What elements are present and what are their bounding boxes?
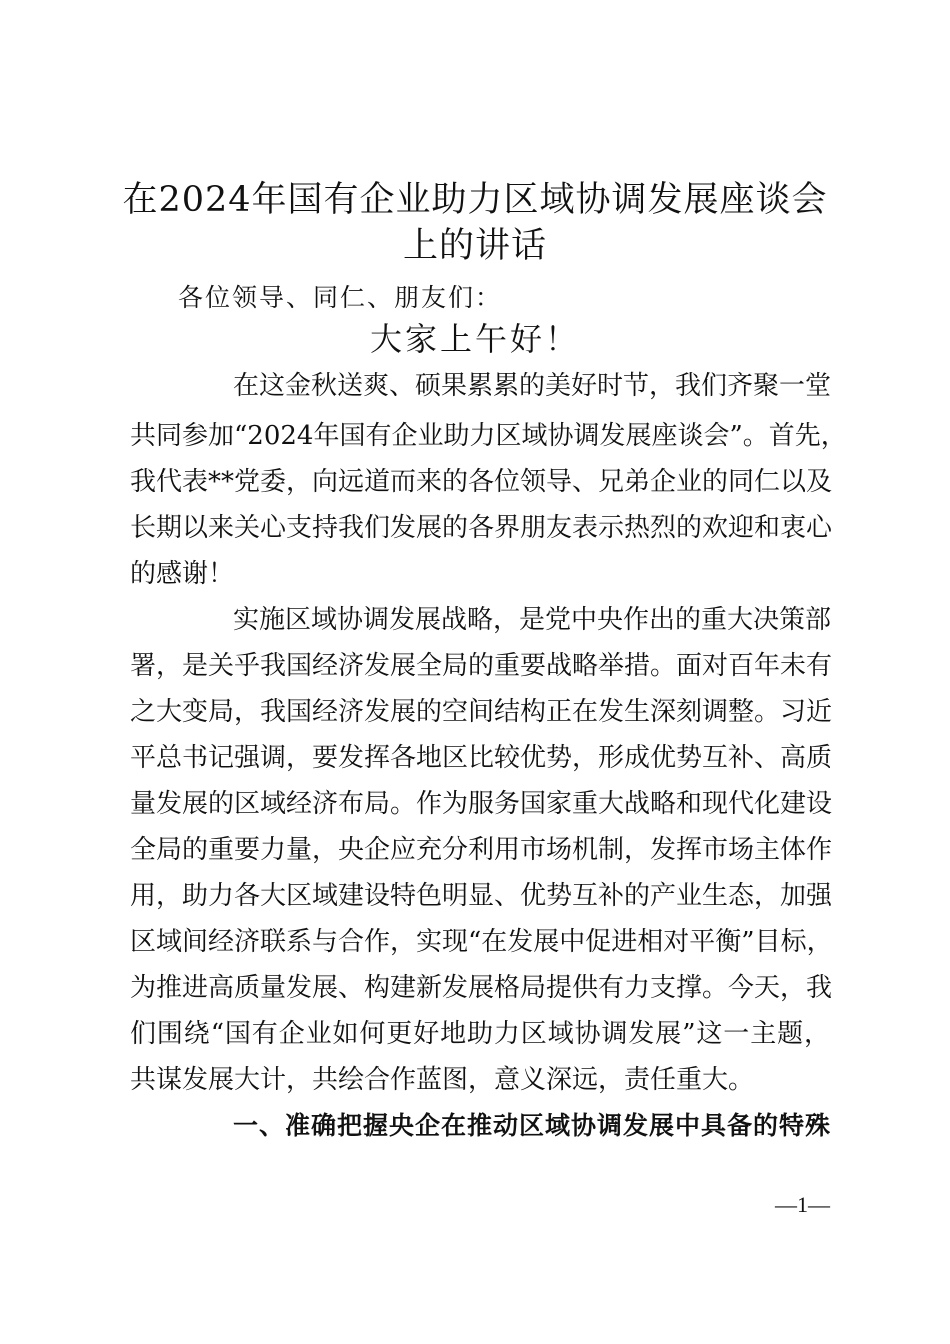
salutation: 各位领导、同仁、朋友们： <box>178 283 503 312</box>
paragraph-1-line: 的感谢！ <box>130 559 235 589</box>
paragraph-2-line: 共谋发展大计，共绘合作蓝图，意义深远，责任重大。 <box>130 1065 755 1095</box>
paragraph-1-line: 长期以来关心支持我们发展的各界朋友表示热烈的欢迎和衷心 <box>130 513 833 543</box>
paragraph-2-line: 署，是关乎我国经济发展全局的重要战略举措。面对百年未有 <box>130 651 833 681</box>
page-number: —1— <box>775 1192 830 1217</box>
paragraph-1-line: 我代表**党委，向远道而来的各位领导、兄弟企业的同仁以及 <box>130 467 833 497</box>
paragraph-2-line: 区域间经济联系与合作，实现“在发展中促进相对平衡”目标， <box>130 927 833 957</box>
paragraph-2-line: 实施区域协调发展战略，是党中央作出的重大决策部 <box>233 605 832 635</box>
paragraph-1-line: 共同参加“2024年国有企业助力区域协调发展座谈会”。首先， <box>130 421 847 451</box>
greeting: 大家上午好！ <box>369 320 580 358</box>
paragraph-2-line: 平总书记强调，要发挥各地区比较优势，形成优势互补、高质 <box>130 743 833 773</box>
paragraph-2-line: 用，助力各大区域建设特色明显、优势互补的产业生态，加强 <box>130 881 833 911</box>
paragraph-2-line: 量发展的区域经济布局。作为服务国家重大战略和现代化建设 <box>130 789 833 819</box>
document-title-line-2: 上的讲话 <box>402 226 547 266</box>
paragraph-1-line: 在这金秋送爽、硕果累累的美好时节，我们齐聚一堂 <box>233 371 832 401</box>
paragraph-2-line: 全局的重要力量，央企应充分利用市场机制，发挥市场主体作 <box>130 835 833 865</box>
paragraph-2-line: 们围绕“国有企业如何更好地助力区域协调发展”这一主题， <box>130 1019 830 1049</box>
document-title-line-1: 在2024年国有企业助力区域协调发展座谈会 <box>122 180 828 220</box>
paragraph-2-line: 之大变局，我国经济发展的空间结构正在发生深刻调整。习近 <box>130 697 833 727</box>
section-heading: 一、准确把握央企在推动区域协调发展中具备的特殊 <box>233 1111 830 1140</box>
paragraph-2-line: 为推进高质量发展、构建新发展格局提供有力支撑。今天，我 <box>130 973 833 1003</box>
